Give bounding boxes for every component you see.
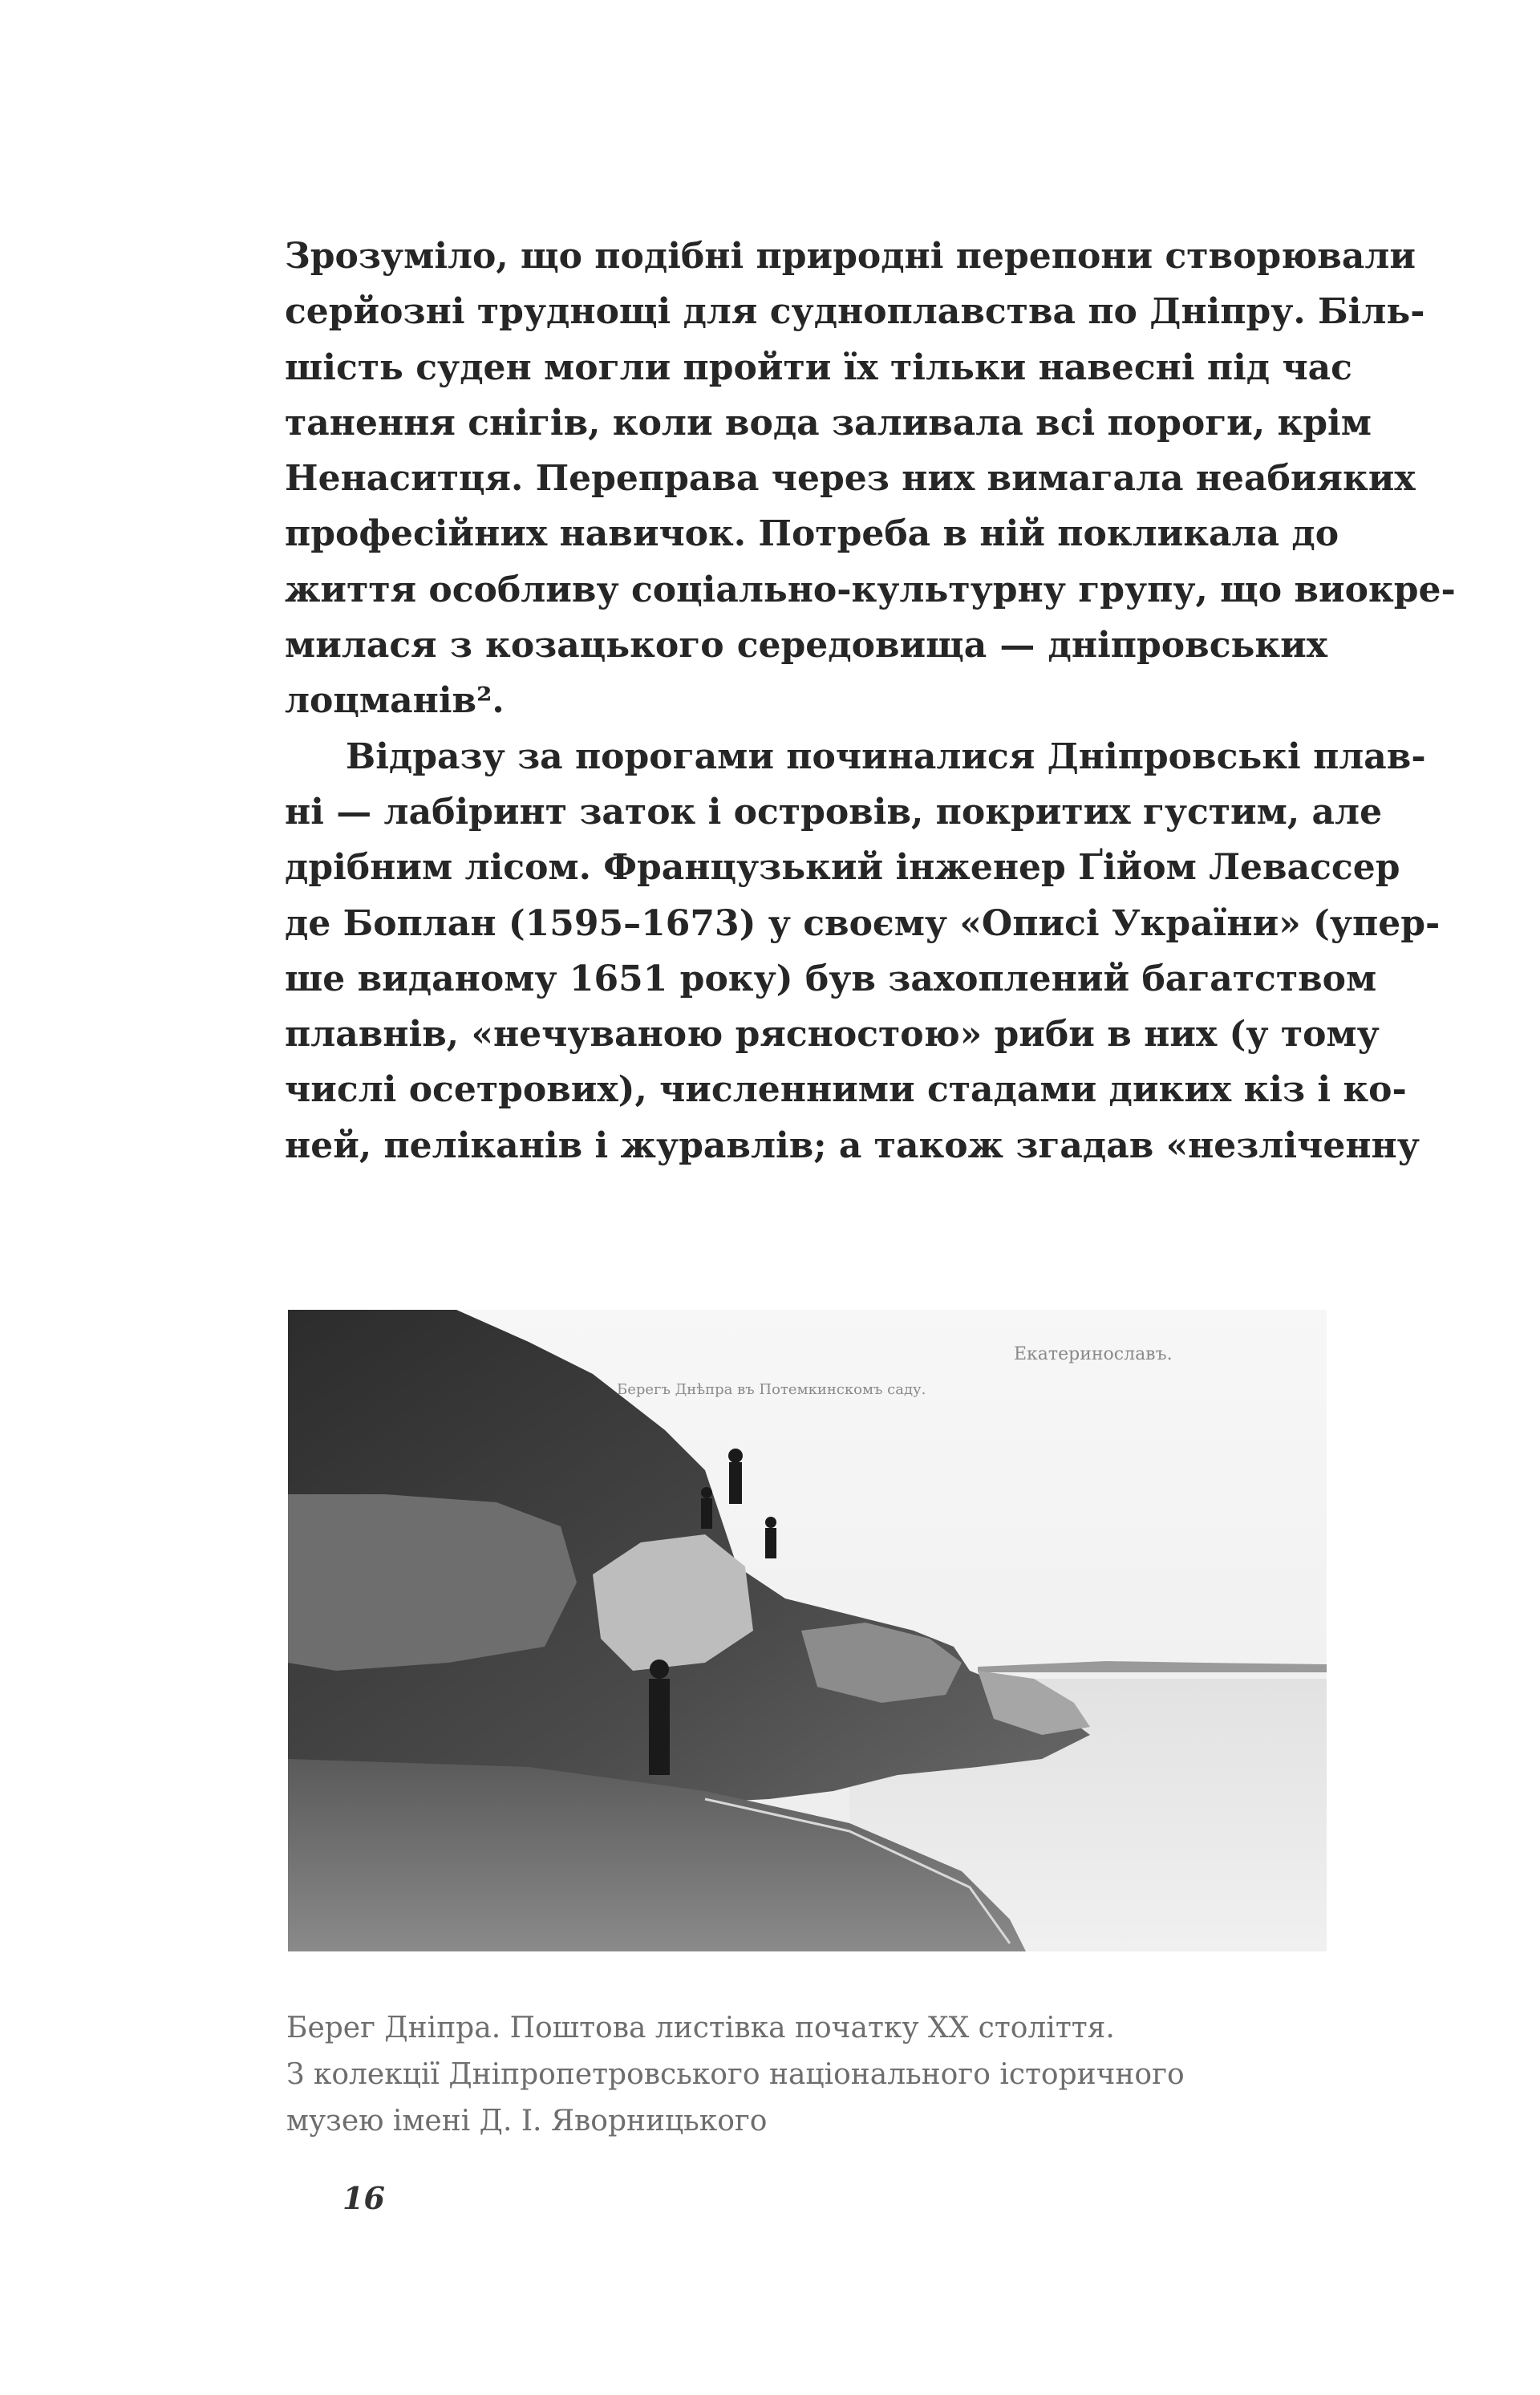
text-line: ше виданому 1651 року) був захоплений багатством: [285, 958, 1377, 999]
postcard-photo: [288, 1310, 1327, 1951]
caption-line: музею імені Д. І. Яворницького: [286, 2105, 768, 2138]
boulder: [288, 1494, 577, 1671]
person-head: [701, 1487, 712, 1498]
text-line: танення снігів, коли вода заливала всі пороги, крім: [285, 402, 1372, 444]
person-head: [765, 1517, 776, 1528]
text-line: шість суден могли пройти їх тільки навесні під час: [285, 346, 1352, 388]
text-line: серйозні труднощі для судноплавства по Дніпру. Біль-: [285, 291, 1425, 333]
page-number: 16: [342, 2180, 385, 2216]
text-line: Відразу за порогами починалися Дніпровські плав-: [346, 736, 1426, 777]
text-line: Ненаситця. Переправа через них вимагала неабияких: [285, 458, 1416, 500]
text-line: ні — лабіринт заток і островів, покритих густим, але: [285, 791, 1383, 833]
person-head: [650, 1659, 669, 1679]
postcard-city-label: Екатеринославъ.: [1014, 1344, 1173, 1364]
text-line: милася з козацького середовища — дніпровських: [285, 625, 1327, 667]
paragraph-2: [285, 729, 1441, 1173]
caption-line: З колекції Дніпропетровського національного історичного: [286, 2058, 1185, 2091]
person: [649, 1679, 670, 1775]
text-line: життя особливу соціально-культурну групу, що виокре-: [285, 569, 1456, 610]
person: [765, 1528, 776, 1558]
figure-caption: [286, 2005, 1329, 2145]
text-line: лоцманів².: [285, 680, 505, 722]
paragraph-1: [285, 229, 1456, 729]
caption-line: Берег Дніпра. Поштова листівка початку XX століття.: [286, 2012, 1115, 2044]
body-text: [285, 229, 1456, 1173]
text-line: числі осетрових), численними стадами диких кіз і ко-: [285, 1069, 1407, 1111]
postcard-subtitle: Берегъ Днѣпра въ Потемкинскомъ саду.: [617, 1381, 926, 1398]
postcard-illustration: [288, 1310, 1327, 1951]
person-head: [728, 1449, 743, 1463]
person: [729, 1462, 742, 1504]
text-line: дрібним лісом. Французький інженер Ґійом Левассер: [285, 847, 1400, 889]
text-line: де Боплан (1595–1673) у своєму «Описі України» (упер-: [285, 902, 1441, 944]
text-line: плавнів, «нечуваною рясностою» риби в них (у тому: [285, 1014, 1380, 1056]
text-line: ней, пеліканів і журавлів; а також згадав «незліченну: [285, 1125, 1420, 1166]
person: [701, 1498, 712, 1529]
text-line: професійних навичок. Потреба в ній покликала до: [285, 513, 1339, 555]
text-line: Зрозуміло, що подібні природні перепони створювали: [285, 236, 1416, 277]
